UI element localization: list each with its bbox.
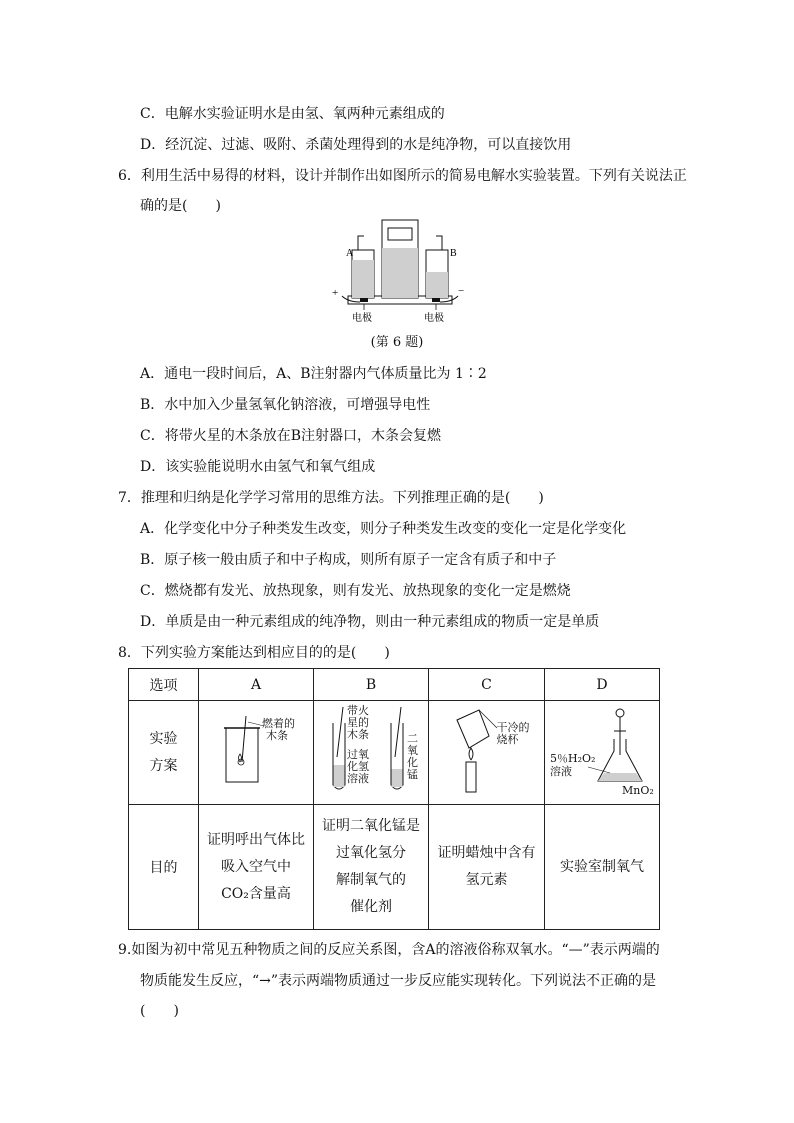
q6-option-b: B．水中加入少量氢氧化钠溶液，可增强导电性 xyxy=(140,397,431,413)
plan-c-figure: 干冷的 烧杯 xyxy=(435,706,539,796)
row-label-goal: 目的 xyxy=(129,805,199,930)
header-cell: A xyxy=(199,669,314,701)
goal-b-cell: 证明二氧化锰是 过氧化氢分 解制氧气的 催化剂 xyxy=(314,805,429,930)
goal-c-cell: 证明蜡烛中含有 氢元素 xyxy=(429,805,545,930)
q6-stem-line1: 6．利用生活中易得的材料，设计并制作出如图所示的简易电解水实验装置。下列有关说法正 xyxy=(118,168,687,184)
plan-b-cell xyxy=(314,701,429,805)
q7-stem: 7．推理和归纳是化学学习常用的思维方法。下列推理正确的是( ) xyxy=(118,490,544,506)
table-row-plan xyxy=(129,701,660,805)
plan-d-figure: 5％H₂O₂ 溶液 MnO₂ xyxy=(548,703,656,799)
q5-option-c: C．电解水实验证明水是由氢、氧两种元素组成的 xyxy=(140,106,445,122)
label-b: B xyxy=(450,248,457,259)
q7-option-b: B．原子核一般由质子和中子构成，则所有原子一定含有质子和中子 xyxy=(140,552,557,568)
table-header-row xyxy=(129,669,660,701)
q5-option-d: D．经沉淀、过滤、吸附、杀菌处理得到的水是纯净物，可以直接饮用 xyxy=(140,137,572,153)
experiment-table xyxy=(128,668,660,930)
plus-sign: + xyxy=(332,287,339,299)
electrode-right-label: 电极 xyxy=(424,313,444,324)
figure-caption: (第 6 题) xyxy=(370,335,424,350)
plan-a-cell xyxy=(199,701,314,805)
q7-option-c: C．燃烧都有发光、放热现象，则有发光、放热现象的变化一定是燃烧 xyxy=(140,583,571,599)
header-cell: 选项 xyxy=(129,669,199,701)
minus-sign: − xyxy=(458,285,465,297)
electrode-left-label: 电极 xyxy=(352,313,372,324)
plan-c-cell xyxy=(429,701,545,805)
table-row-goal xyxy=(129,805,660,930)
plan-a-figure: 燃着的 木条 xyxy=(206,706,306,796)
q9-stem-line3: ( ) xyxy=(140,1003,179,1019)
header-cell: D xyxy=(545,669,660,701)
header-cell: B xyxy=(314,669,429,701)
electrolysis-apparatus-figure xyxy=(330,214,470,326)
plan-b-figure: 带火 星的 木条 过氧 化氢 溶液 二 氧 化 锰 xyxy=(319,703,423,799)
q6-option-c: C．将带火星的木条放在B注射器口，木条会复燃 xyxy=(140,428,441,444)
plan-d-cell xyxy=(545,701,660,805)
q9-stem-line1: 9.如图为初中常见五种物质之间的反应关系图，含A的溶液俗称双氧水。“—”表示两端的 xyxy=(118,942,660,958)
q6-stem-line2: 确的是( ) xyxy=(140,198,221,214)
q8-stem: 8．下列实验方案能达到相应目的的是( ) xyxy=(118,645,390,661)
q7-option-a: A．化学变化中分子种类发生改变，则分子种类发生改变的变化一定是化学变化 xyxy=(140,521,627,537)
header-cell: C xyxy=(429,669,545,701)
q9-stem-line2: 物质能发生反应，“→”表示两端物质通过一步反应能实现转化。下列说法不正确的是 xyxy=(140,973,657,989)
q6-option-a: A．通电一段时间后，A、B注射器内气体质量比为 1∶2 xyxy=(140,366,487,382)
q6-option-d: D．该实验能说明水由氢气和氧气组成 xyxy=(140,459,376,475)
row-label-plan: 实验 方案 xyxy=(129,701,199,805)
label-a: A xyxy=(346,248,354,259)
goal-a-cell: 证明呼出气体比 吸入空气中 CO₂含量高 xyxy=(199,805,314,930)
goal-d-cell: 实验室制氧气 xyxy=(545,805,660,930)
q7-option-d: D．单质是由一种元素组成的纯净物，则由一种元素组成的物质一定是单质 xyxy=(140,614,600,630)
